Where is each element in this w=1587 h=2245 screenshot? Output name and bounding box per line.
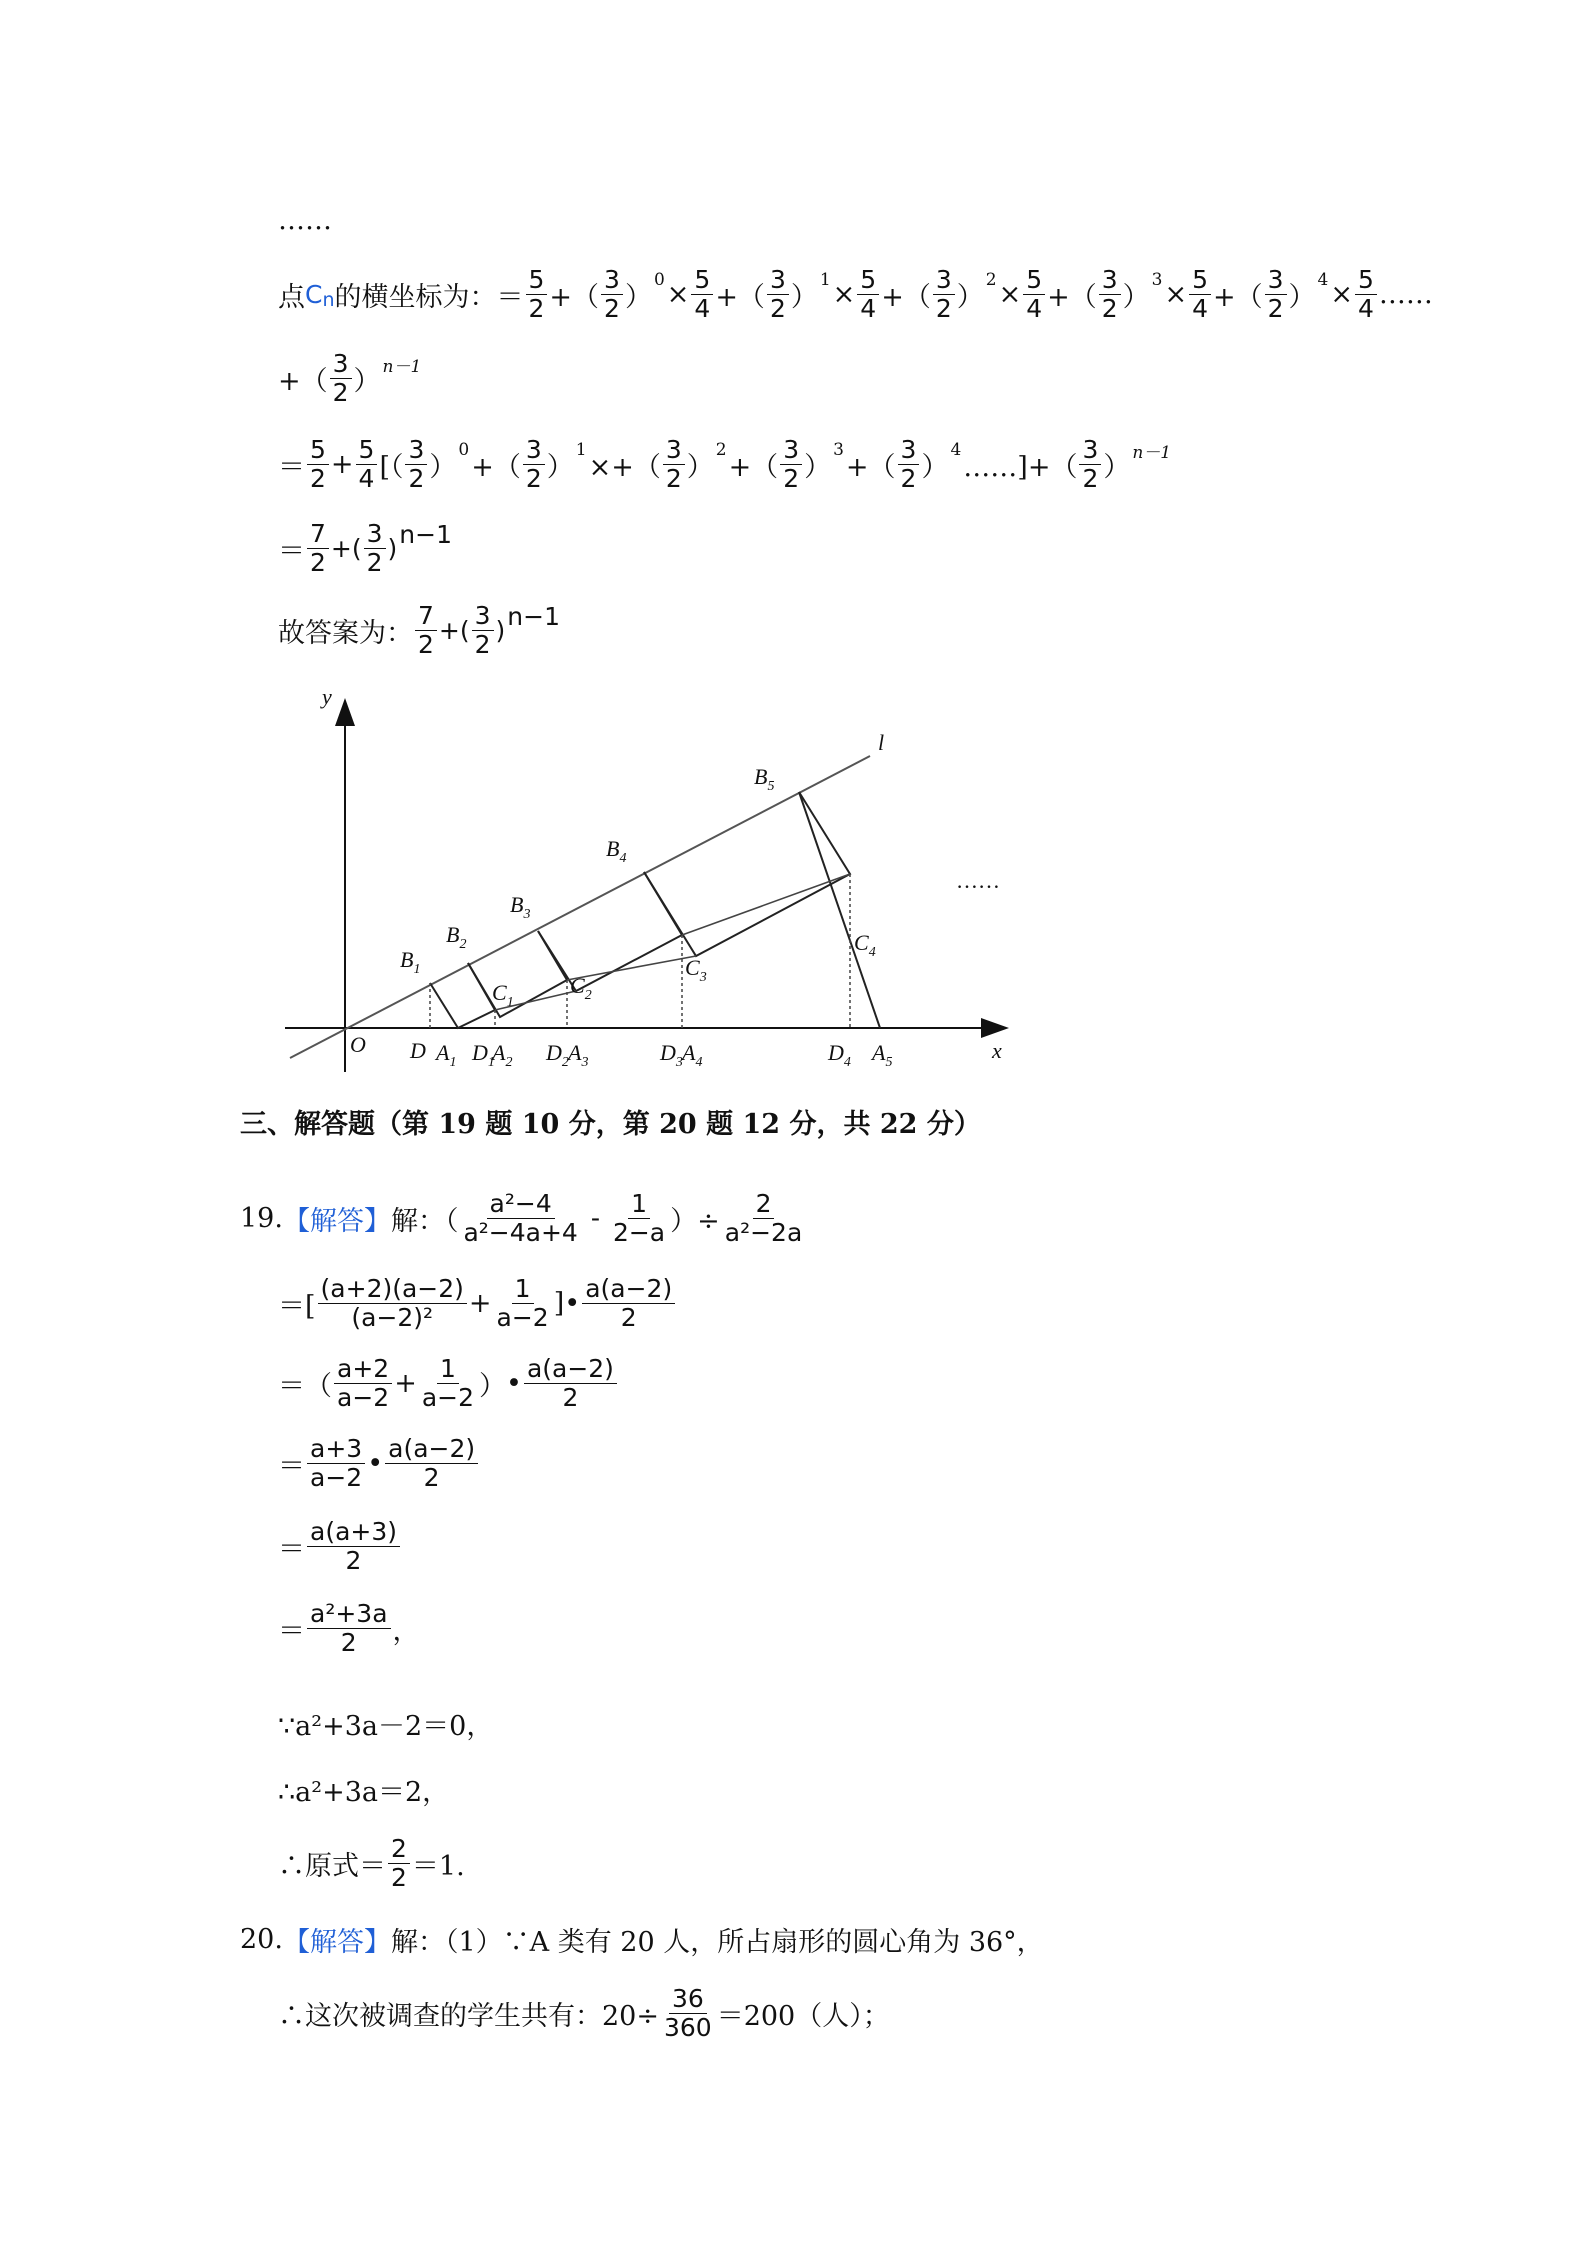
continuation-line: +（ 3 2 ） n－1 [278, 349, 422, 407]
q19-start: 19. 【解答】 解：（ a²−4 a²−4a+4 - 1 2−a ）÷ $\frac{2}{\text{a²−2a}}$ [240, 1189, 803, 1247]
q19-because: ∵a²+3a－2＝0， [278, 1711, 494, 1742]
c3-label: $C_3$ [685, 955, 707, 985]
d3-label: $D_3$ [660, 1040, 683, 1070]
d4-label: $D_4$ [828, 1040, 851, 1070]
q19-therefore: ∴a²+3a＝2， [278, 1777, 450, 1808]
q19-step-3: ＝ a+3 a−2 • a(a−2) 2 [278, 1435, 480, 1491]
q19-step-1: ＝[ (a+2)(a−2) (a−2)² + $\frac{1}{a-2}$ ] • a(a−2) 2 [278, 1275, 677, 1331]
x-label: x [992, 1038, 1002, 1063]
q19-step-2: ＝（ a+2 a−2 + $\frac{1}{a-2}$ ） • a(a−2) 2 [278, 1355, 619, 1411]
q19-step-5: ＝ a²+3a 2 ， [278, 1599, 420, 1657]
b4-label: $B_4$ [606, 836, 627, 866]
q20-tag: 【解答】 [282, 1927, 391, 1958]
origin-label: O [350, 1032, 366, 1057]
section-3-heading: 三、解答题（第 19 题 10 分，第 20 题 12 分，共 22 分） [240, 1109, 981, 1140]
square-3 [538, 872, 682, 991]
answer-line: 故答案为： 7 2 +( 3 2 ) n−1 [278, 601, 560, 659]
square-1 [430, 963, 495, 1028]
figure-ellipsis: …… [956, 868, 1000, 893]
simplified-line: ＝ 7 2 +( 3 2 ) n−1 [278, 519, 452, 577]
a1-label: $A_1$ [436, 1040, 457, 1070]
frac-5-2: 5 2 [526, 266, 548, 322]
geometry-figure [270, 680, 1030, 1080]
q20-line-2: ∴这次被调查的学生共有：20÷ $\frac{36}{360}$ ＝200（人）； [278, 1984, 890, 2042]
q19-step-4: ＝ a(a+3) 2 [278, 1518, 402, 1574]
b1-label: $B_1$ [400, 947, 421, 977]
ellipsis-top: …… [278, 205, 332, 236]
q20-start: 20. 【解答】 解：（1）∵A 类有 20 人，所占扇形的圆心角为 36°， [240, 1920, 1044, 1959]
b2-label: $B_2$ [446, 922, 467, 952]
sum-expansion-line: ＝ 5 2 + $\frac{5}{4}$ [（ 3 2 ） 0 +（ 3 2 ） 1 ×+（ 3 2 ） 2 +（ 3 2 ） 3 +（ 3 2 ） 4 ……]+（ 3 2 ） n－1 [278, 435, 1172, 493]
side-b5-a5 [799, 792, 880, 1028]
cn-coordinate-line: 点 C n 的横坐标为：＝ 5 2 +（ 3 2 ） 0 × $\frac{5}{4}$ +（ 3 2 ） 1 × $\frac{5}{4}$ +（ 3 2 ） 2 × $\frac{5}{4}$ +（ 3 2 ） 3 × $\frac{5}{4}$ +（ 3 2 ） 4 × $\frac{5}{4}$ …… [278, 265, 1433, 323]
a5-label: $A_5$ [872, 1040, 893, 1070]
d-label: D [410, 1038, 426, 1063]
q19-tag: 【解答】 [282, 1205, 391, 1237]
c1-label: $C_1$ [492, 980, 514, 1010]
l-label: l [878, 730, 885, 755]
b3-label: $B_3$ [510, 892, 531, 922]
c2-label: $C_2$ [570, 973, 592, 1003]
q19-result: ∴原式＝ 2 2 ＝1. [278, 1834, 465, 1892]
d2-label: $D_2$ [546, 1040, 569, 1070]
b5-label: $B_5$ [754, 764, 775, 794]
a2-label: $A_2$ [492, 1040, 513, 1070]
d1-label: $D_1$ [472, 1040, 495, 1070]
y-label: y [322, 684, 332, 709]
c4-label: $C_4$ [854, 930, 876, 960]
square-4 [644, 792, 850, 956]
a3-label: $A_3$ [568, 1040, 589, 1070]
line-l [290, 756, 870, 1058]
a4-label: $A_4$ [682, 1040, 703, 1070]
